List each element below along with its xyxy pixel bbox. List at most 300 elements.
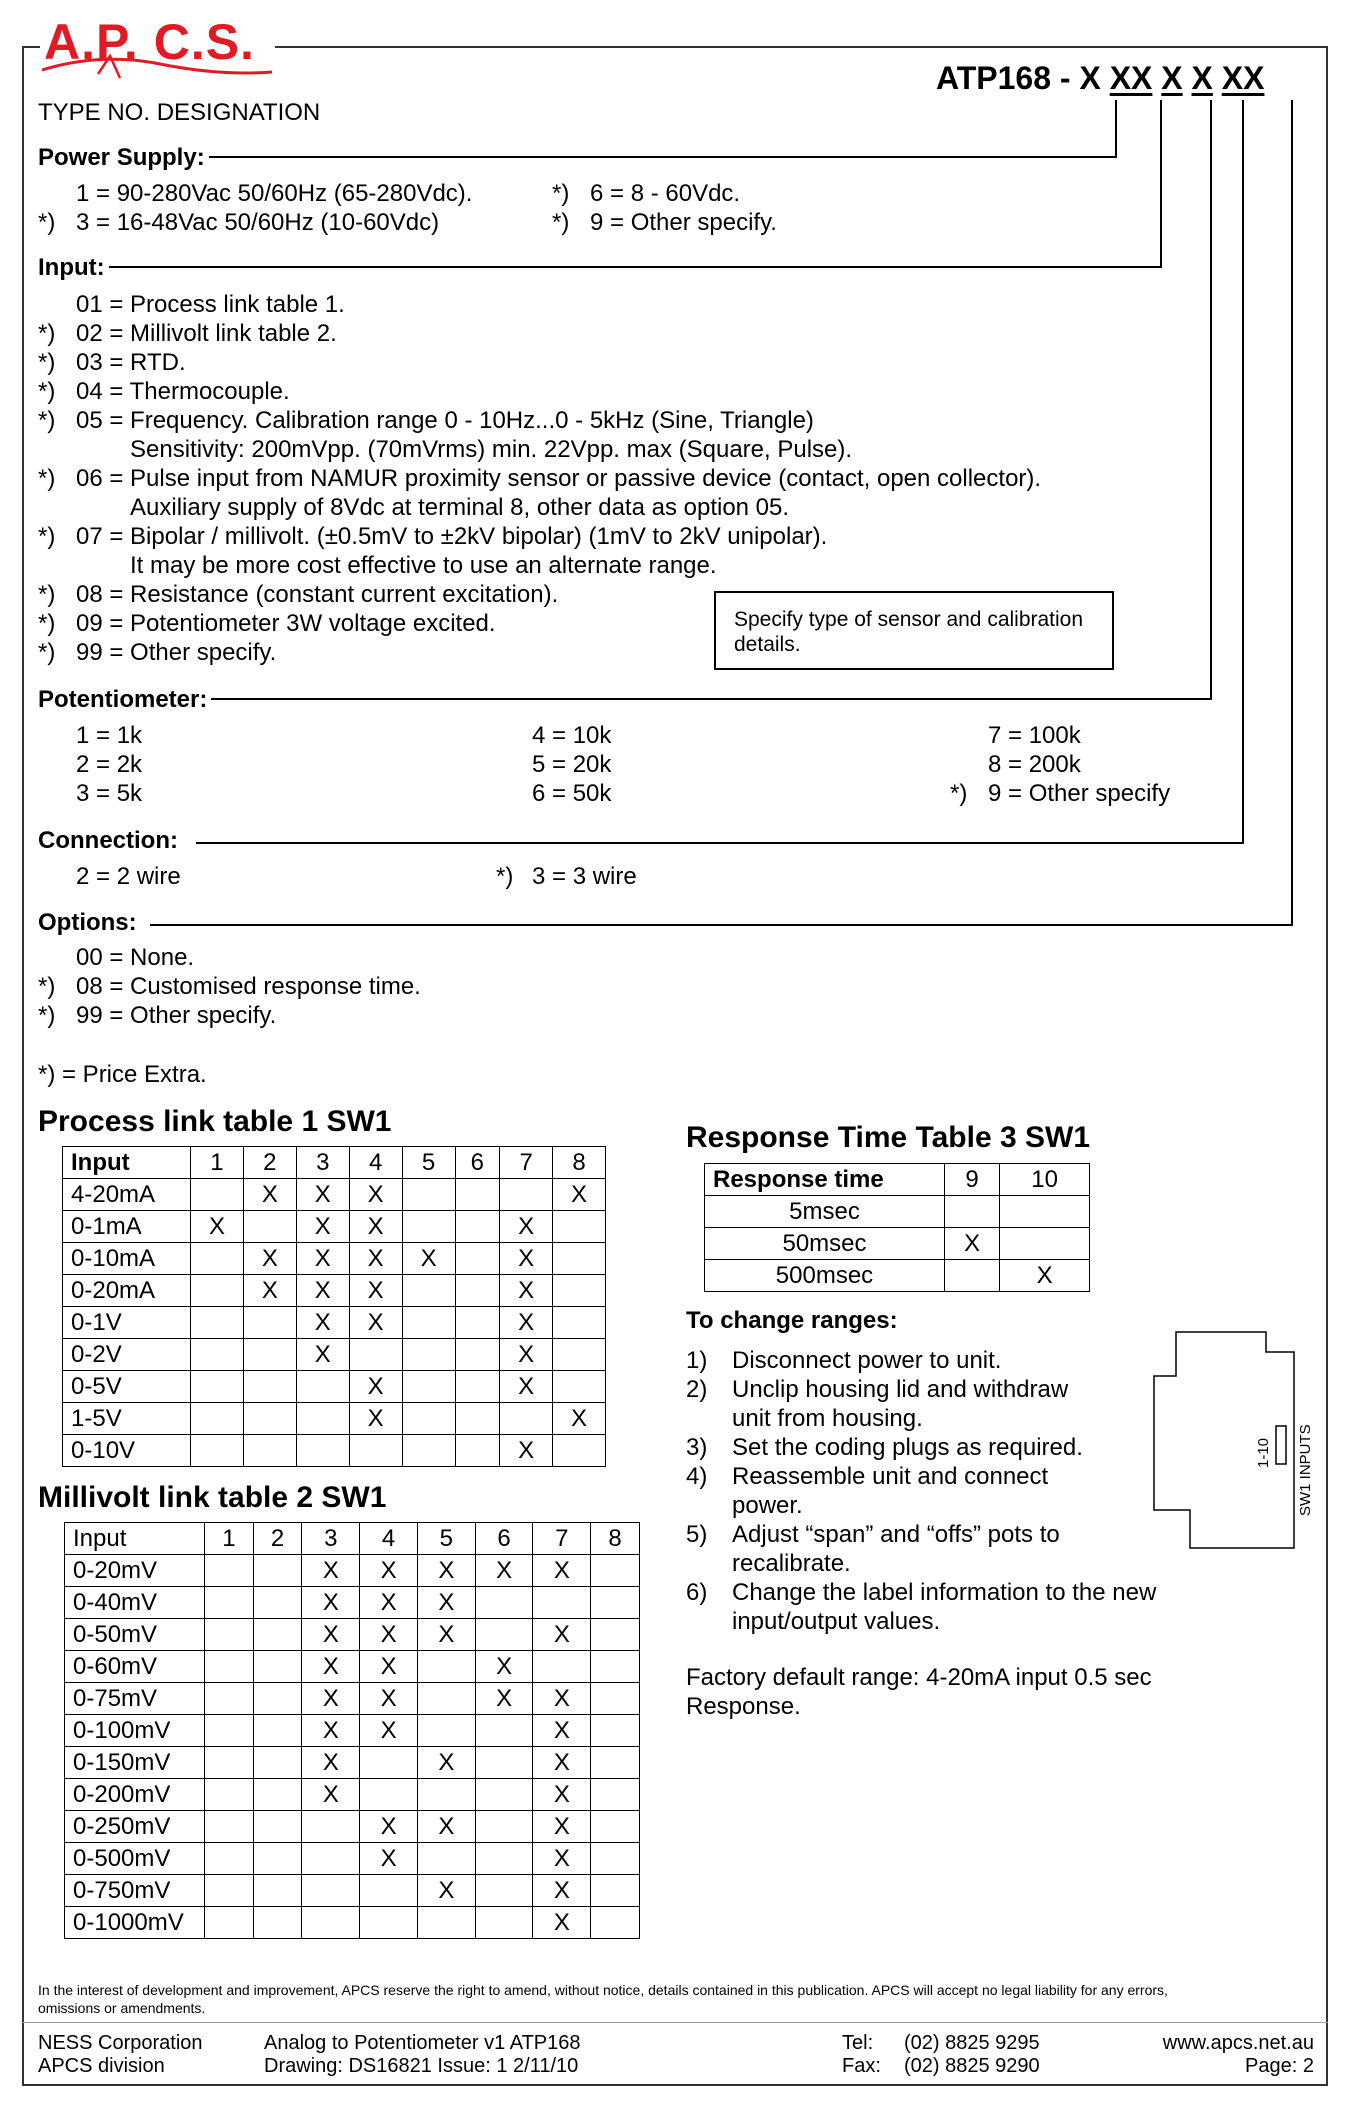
link-cell: X <box>533 1555 591 1587</box>
link-cell: X <box>296 1275 349 1307</box>
link-cell <box>205 1747 254 1779</box>
link-cell <box>253 1619 302 1651</box>
input-star: *) <box>38 378 56 405</box>
power-item-2: 3 = 16-48Vac 50/60Hz (10-60Vdc) <box>76 209 440 236</box>
link-cell <box>360 1875 418 1907</box>
link-cell: X <box>417 1587 475 1619</box>
link-cell <box>191 1307 244 1339</box>
step-number: 6) <box>686 1579 708 1606</box>
link-cell <box>253 1907 302 1939</box>
link-cell: X <box>500 1307 553 1339</box>
table3-title: Response Time Table 3 SW1 <box>686 1121 1091 1154</box>
conn-connector-v <box>1242 100 1244 844</box>
link-cell <box>205 1907 254 1939</box>
pot-item: 6 = 50k <box>532 780 612 807</box>
link-cell: X <box>360 1555 418 1587</box>
link-cell: X <box>302 1619 360 1651</box>
step-number: 3) <box>686 1434 708 1461</box>
link-cell <box>205 1779 254 1811</box>
link-cell <box>553 1211 606 1243</box>
table-header-cell: Response time <box>705 1164 945 1196</box>
link-cell <box>402 1371 455 1403</box>
link-cell: X <box>417 1619 475 1651</box>
link-cell: X <box>349 1179 402 1211</box>
link-cell: X <box>243 1275 296 1307</box>
input-star: *) <box>38 465 56 492</box>
apcs-logo <box>40 12 275 82</box>
potentiometer-title: Potentiometer: <box>38 685 211 714</box>
link-cell: X <box>533 1683 591 1715</box>
link-cell: X <box>417 1811 475 1843</box>
link-cell <box>253 1843 302 1875</box>
link-cell: X <box>349 1275 402 1307</box>
row-label: 0-10mA <box>63 1243 191 1275</box>
link-cell: X <box>417 1875 475 1907</box>
sensor-note-box: Specify type of sensor and calibration details. <box>714 591 1114 670</box>
pot-item: 4 = 10k <box>532 722 612 749</box>
link-cell: X <box>475 1555 533 1587</box>
input-item-02: 02 = Millivolt link table 2. <box>76 320 337 347</box>
link-cell <box>191 1275 244 1307</box>
link-cell: X <box>500 1243 553 1275</box>
row-label: 4-20mA <box>63 1179 191 1211</box>
table-header-cell: 7 <box>500 1147 553 1179</box>
link-cell: X <box>500 1211 553 1243</box>
link-cell <box>253 1715 302 1747</box>
footer-company-1: NESS Corporation <box>38 2032 203 2054</box>
row-label: 0-200mV <box>65 1779 205 1811</box>
table-row <box>65 1747 640 1779</box>
link-cell <box>296 1403 349 1435</box>
table-row <box>63 1371 606 1403</box>
link-cell <box>945 1196 1000 1228</box>
table-row <box>65 1779 640 1811</box>
factory-default-line2: Response. <box>686 1693 801 1720</box>
link-cell: X <box>302 1555 360 1587</box>
link-cell <box>553 1275 606 1307</box>
row-label: 0-75mV <box>65 1683 205 1715</box>
link-cell <box>500 1179 553 1211</box>
pot-item: 2 = 2k <box>76 751 143 778</box>
link-cell <box>243 1211 296 1243</box>
link-cell <box>533 1587 591 1619</box>
link-cell <box>205 1555 254 1587</box>
table-row <box>65 1843 640 1875</box>
link-cell <box>243 1307 296 1339</box>
step-text: input/output values. <box>732 1608 941 1635</box>
link-cell: X <box>945 1228 1000 1260</box>
row-label: 0-20mA <box>63 1275 191 1307</box>
link-cell: X <box>191 1211 244 1243</box>
link-cell <box>591 1811 640 1843</box>
table-header-cell: 2 <box>253 1523 302 1555</box>
connection-item-2wire: 2 = 2 wire <box>76 863 181 890</box>
row-label: 500msec <box>705 1260 945 1292</box>
response-time-table <box>704 1163 1090 1292</box>
table-row <box>705 1228 1090 1260</box>
link-cell: X <box>360 1683 418 1715</box>
footer-drawing: Drawing: DS16821 Issue: 1 2/11/10 <box>264 2055 579 2077</box>
link-cell: X <box>533 1907 591 1939</box>
link-cell <box>253 1683 302 1715</box>
link-cell <box>360 1779 418 1811</box>
row-label: 0-150mV <box>65 1747 205 1779</box>
table-row <box>65 1875 640 1907</box>
link-cell: X <box>302 1651 360 1683</box>
link-cell: X <box>296 1179 349 1211</box>
link-cell <box>205 1843 254 1875</box>
link-cell: X <box>243 1243 296 1275</box>
footer-page: Page: 2 <box>1245 2055 1314 2077</box>
table-header-cell: 6 <box>455 1147 500 1179</box>
power-title: Power Supply: <box>38 143 209 172</box>
connection-star: *) <box>496 863 514 890</box>
link-cell: X <box>402 1243 455 1275</box>
pot-item: 8 = 200k <box>988 751 1081 778</box>
row-label: 0-50mV <box>65 1619 205 1651</box>
link-cell: X <box>360 1587 418 1619</box>
step-text: Adjust “span” and “offs” pots to <box>732 1521 1060 1548</box>
link-cell <box>402 1403 455 1435</box>
link-cell: X <box>349 1243 402 1275</box>
link-cell: X <box>553 1179 606 1211</box>
input-item-99: 99 = Other specify. <box>76 639 277 666</box>
link-cell <box>455 1307 500 1339</box>
link-cell <box>417 1651 475 1683</box>
link-cell: X <box>296 1211 349 1243</box>
options-connector-h <box>150 924 1293 926</box>
table-header-cell: 6 <box>475 1523 533 1555</box>
link-cell <box>553 1339 606 1371</box>
power-star-2: *) <box>38 209 56 236</box>
link-cell <box>591 1683 640 1715</box>
link-cell <box>302 1907 360 1939</box>
link-cell: X <box>349 1211 402 1243</box>
link-cell <box>591 1907 640 1939</box>
options-star: *) <box>38 1002 56 1029</box>
row-label: 0-750mV <box>65 1875 205 1907</box>
millivolt-link-table <box>64 1522 640 1939</box>
power-connector-v <box>1115 100 1117 158</box>
link-cell <box>591 1779 640 1811</box>
input-star: *) <box>38 320 56 347</box>
power-connector-h <box>200 156 1117 158</box>
pot-connector-v <box>1210 100 1212 700</box>
power-star-3: *) <box>552 180 570 207</box>
link-cell: X <box>475 1651 533 1683</box>
link-cell <box>191 1371 244 1403</box>
link-cell <box>191 1179 244 1211</box>
link-cell <box>553 1435 606 1467</box>
table-row <box>63 1179 606 1211</box>
row-label: 0-250mV <box>65 1811 205 1843</box>
pot-item: 3 = 5k <box>76 780 143 807</box>
input-connector-h <box>100 266 1162 268</box>
link-cell <box>205 1683 254 1715</box>
step-text: power. <box>732 1492 803 1519</box>
link-cell <box>191 1403 244 1435</box>
options-connector-v <box>1291 100 1293 926</box>
link-cell <box>455 1403 500 1435</box>
link-cell <box>591 1875 640 1907</box>
link-cell: X <box>349 1371 402 1403</box>
table-header-cell: 1 <box>191 1147 244 1179</box>
link-cell <box>417 1683 475 1715</box>
code-prefix: ATP168 - X <box>936 60 1110 96</box>
input-star: *) <box>38 610 56 637</box>
link-cell <box>945 1260 1000 1292</box>
link-cell <box>296 1371 349 1403</box>
link-cell <box>243 1371 296 1403</box>
link-cell <box>243 1339 296 1371</box>
step-text: Unclip housing lid and withdraw <box>732 1376 1069 1403</box>
power-item-3: 6 = 8 - 60Vdc. <box>590 180 741 207</box>
row-label: 0-2V <box>63 1339 191 1371</box>
input-item-05-detail: Sensitivity: 200mVpp. (70mVrms) min. 22Vpp. max (Square, Pulse). <box>130 436 853 463</box>
link-cell <box>1000 1196 1090 1228</box>
table-row <box>65 1715 640 1747</box>
input-star: *) <box>38 523 56 550</box>
connection-title: Connection: <box>38 826 182 855</box>
step-text: Reassemble unit and connect <box>732 1463 1049 1490</box>
options-star: *) <box>38 973 56 1000</box>
table-row <box>63 1243 606 1275</box>
footer-divider <box>22 2022 1328 2023</box>
link-cell <box>302 1811 360 1843</box>
row-label: 50msec <box>705 1228 945 1260</box>
pot-item: 1 = 1k <box>76 722 143 749</box>
table-row <box>65 1907 640 1939</box>
link-cell: X <box>302 1587 360 1619</box>
input-star: *) <box>38 639 56 666</box>
footer-fax: (02) 8825 9290 <box>904 2055 1040 2077</box>
link-cell: X <box>302 1747 360 1779</box>
link-cell <box>296 1435 349 1467</box>
link-cell: X <box>533 1715 591 1747</box>
table-header-cell: 10 <box>1000 1164 1090 1196</box>
pot-connector-h <box>210 698 1212 700</box>
table-header-cell: 3 <box>296 1147 349 1179</box>
link-cell <box>417 1779 475 1811</box>
table-header-cell: 4 <box>349 1147 402 1179</box>
link-cell: X <box>533 1875 591 1907</box>
link-cell <box>402 1339 455 1371</box>
table-row <box>705 1196 1090 1228</box>
link-cell: X <box>360 1619 418 1651</box>
link-cell <box>455 1275 500 1307</box>
type-code <box>936 58 1264 98</box>
pot-item: 7 = 100k <box>988 722 1081 749</box>
link-cell <box>475 1747 533 1779</box>
link-cell <box>455 1339 500 1371</box>
table-header-cell: 5 <box>402 1147 455 1179</box>
table-header-cell: Input <box>63 1147 191 1179</box>
link-cell <box>402 1435 455 1467</box>
disclaimer-line1: In the interest of development and improvement, APCS reserve the right to amend, without notice, details contained in this publication. APCS will accept no legal liability for any errors, <box>38 1982 1168 1998</box>
link-cell: X <box>360 1843 418 1875</box>
table-header-row <box>65 1523 640 1555</box>
ranges-title: To change ranges: <box>686 1306 902 1335</box>
conn-connector-h <box>196 842 1244 844</box>
options-item-99: 99 = Other specify. <box>76 1002 277 1029</box>
sw1-board-diagram <box>1150 1330 1314 1550</box>
table-row <box>63 1339 606 1371</box>
link-cell: X <box>533 1747 591 1779</box>
table-header-cell: 2 <box>243 1147 296 1179</box>
input-star: *) <box>38 407 56 434</box>
link-cell <box>253 1811 302 1843</box>
diagram-range-label: 1-10 <box>1255 1437 1272 1468</box>
code-options: XX <box>1221 60 1265 96</box>
row-label: 0-40mV <box>65 1587 205 1619</box>
process-link-table <box>62 1146 606 1467</box>
link-cell <box>475 1843 533 1875</box>
link-cell: X <box>296 1243 349 1275</box>
link-cell <box>591 1555 640 1587</box>
input-star: *) <box>38 349 56 376</box>
link-cell <box>205 1651 254 1683</box>
power-star-4: *) <box>552 209 570 236</box>
link-cell: X <box>302 1715 360 1747</box>
table-row <box>63 1275 606 1307</box>
table-row <box>63 1435 606 1467</box>
link-cell <box>1000 1228 1090 1260</box>
footer-product: Analog to Potentiometer v1 ATP168 <box>264 2032 581 2054</box>
link-cell <box>360 1907 418 1939</box>
input-item-01: 01 = Process link table 1. <box>76 291 345 318</box>
table2-title: Millivolt link table 2 SW1 <box>38 1481 387 1514</box>
link-cell: X <box>533 1843 591 1875</box>
step-text: recalibrate. <box>732 1550 851 1577</box>
input-item-09: 09 = Potentiometer 3W voltage excited. <box>76 610 496 637</box>
link-cell <box>205 1875 254 1907</box>
link-cell <box>475 1779 533 1811</box>
step-text: unit from housing. <box>732 1405 923 1432</box>
connection-item-3wire: 3 = 3 wire <box>532 863 637 890</box>
link-cell: X <box>360 1651 418 1683</box>
link-cell: X <box>500 1339 553 1371</box>
row-label: 1-5V <box>63 1403 191 1435</box>
link-cell: X <box>475 1683 533 1715</box>
link-cell: X <box>302 1683 360 1715</box>
link-cell <box>455 1435 500 1467</box>
link-cell <box>475 1907 533 1939</box>
input-item-04: 04 = Thermocouple. <box>76 378 290 405</box>
table-header-cell: 4 <box>360 1523 418 1555</box>
link-cell <box>591 1651 640 1683</box>
link-cell <box>253 1651 302 1683</box>
table-header-cell: Input <box>65 1523 205 1555</box>
link-cell <box>591 1747 640 1779</box>
link-cell <box>402 1275 455 1307</box>
code-power-input: XX <box>1109 60 1153 96</box>
logo-text: A.P. C.S. <box>44 14 255 70</box>
link-cell <box>191 1243 244 1275</box>
input-item-08: 08 = Resistance (constant current excitation). <box>76 581 559 608</box>
table-row <box>63 1211 606 1243</box>
input-connector-v <box>1160 100 1162 268</box>
input-title: Input: <box>38 253 109 282</box>
input-item-07-detail: It may be more cost effective to use an alternate range. <box>130 552 717 579</box>
row-label: 0-5V <box>63 1371 191 1403</box>
footer-company-2: APCS division <box>38 2055 165 2077</box>
step-number: 1) <box>686 1347 708 1374</box>
link-cell: X <box>349 1307 402 1339</box>
input-star: *) <box>38 581 56 608</box>
link-cell <box>191 1339 244 1371</box>
link-cell: X <box>533 1811 591 1843</box>
table-row <box>65 1683 640 1715</box>
table-row <box>65 1651 640 1683</box>
power-item-1: 1 = 90-280Vac 50/60Hz (65-280Vdc). <box>76 180 473 207</box>
link-cell: X <box>296 1339 349 1371</box>
link-cell <box>475 1811 533 1843</box>
footer-fax-label: Fax: <box>842 2055 881 2077</box>
link-cell <box>475 1587 533 1619</box>
disclaimer-line2: omissions or amendments. <box>38 2000 206 2016</box>
link-cell <box>302 1875 360 1907</box>
table-header-cell: 8 <box>553 1147 606 1179</box>
link-cell: X <box>360 1715 418 1747</box>
link-cell <box>591 1715 640 1747</box>
step-number: 2) <box>686 1376 708 1403</box>
row-label: 0-1000mV <box>65 1907 205 1939</box>
pot-item: 5 = 20k <box>532 751 612 778</box>
link-cell: X <box>296 1307 349 1339</box>
input-item-03: 03 = RTD. <box>76 349 186 376</box>
row-label: 0-60mV <box>65 1651 205 1683</box>
table-row <box>65 1811 640 1843</box>
table-row <box>705 1260 1090 1292</box>
link-cell <box>253 1587 302 1619</box>
link-cell <box>302 1843 360 1875</box>
price-extra-note: *) = Price Extra. <box>38 1061 207 1088</box>
footer-web: www.apcs.net.au <box>1162 2032 1314 2054</box>
footer-tel: (02) 8825 9295 <box>904 2032 1040 2054</box>
table-header-cell: 7 <box>533 1523 591 1555</box>
link-cell <box>475 1875 533 1907</box>
table-header-cell: 8 <box>591 1523 640 1555</box>
row-label: 0-100mV <box>65 1715 205 1747</box>
link-cell: X <box>533 1779 591 1811</box>
link-cell: X <box>243 1179 296 1211</box>
input-item-06: 06 = Pulse input from NAMUR proximity sensor or passive device (contact, open collector). <box>76 465 1042 492</box>
link-cell <box>349 1339 402 1371</box>
options-item-00: 00 = None. <box>76 944 195 971</box>
step-text: Change the label information to the new <box>732 1579 1157 1606</box>
link-cell <box>417 1715 475 1747</box>
code-pot: X <box>1161 60 1183 96</box>
row-label: 0-1mA <box>63 1211 191 1243</box>
link-cell: X <box>417 1747 475 1779</box>
link-cell <box>402 1211 455 1243</box>
pot-item: 9 = Other specify <box>988 780 1171 807</box>
table-row <box>65 1555 640 1587</box>
table-header-row <box>63 1147 606 1179</box>
table-row <box>63 1307 606 1339</box>
link-cell: X <box>302 1779 360 1811</box>
link-cell <box>591 1619 640 1651</box>
link-cell: X <box>1000 1260 1090 1292</box>
link-cell: X <box>500 1371 553 1403</box>
designation-label: TYPE NO. DESIGNATION <box>38 99 321 126</box>
table-header-cell: 3 <box>302 1523 360 1555</box>
row-label: 0-20mV <box>65 1555 205 1587</box>
link-cell <box>533 1651 591 1683</box>
link-cell <box>500 1403 553 1435</box>
link-cell <box>253 1747 302 1779</box>
input-item-07: 07 = Bipolar / millivolt. (±0.5mV to ±2kV bipolar) (1mV to 2kV unipolar). <box>76 523 828 550</box>
